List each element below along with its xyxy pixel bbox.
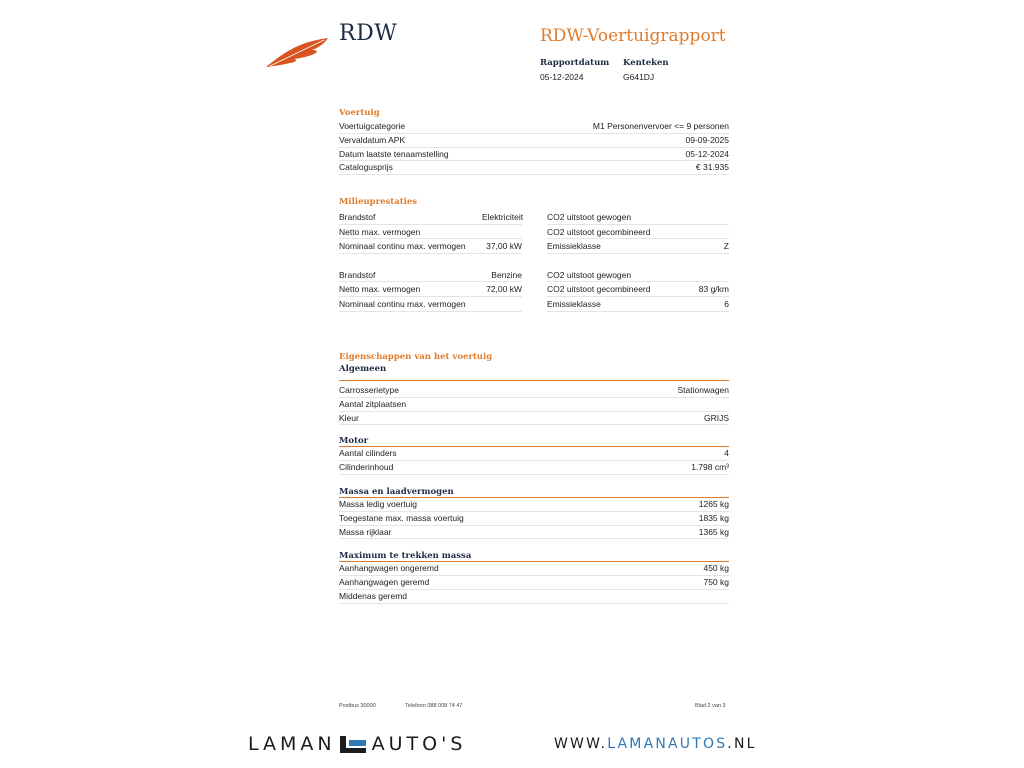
table-row: [339, 498, 729, 512]
row-value: € 31.935: [695, 162, 729, 173]
group-title: Maximum te trekken massa: [339, 551, 729, 562]
row-value: 750 kg: [703, 577, 729, 588]
row-value: 83 g/km: [669, 282, 729, 297]
row-label: Datum laatste tenaamstelling: [339, 148, 449, 159]
motor-group: [339, 436, 729, 475]
row-label: Netto max. vermogen: [339, 282, 482, 297]
table-row: [339, 268, 729, 283]
table-row: [339, 512, 729, 526]
rapportdatum-value: 05-12-2024: [540, 72, 584, 82]
row-value: 09-09-2025: [685, 134, 729, 145]
table-row: [339, 297, 729, 312]
row-label: Nominaal continu max. vermogen: [339, 239, 482, 254]
row-value: GRIJS: [703, 412, 729, 423]
row-value: [482, 297, 522, 312]
row-label: Massa rijklaar: [339, 526, 392, 537]
row-label: CO2 uitstoot gecombineerd: [547, 225, 669, 240]
rapportdatum-label: Rapportdatum: [540, 58, 610, 68]
website-prefix: WWW.: [554, 736, 608, 752]
footer-telefoon: Telefoon 088 008 74 47: [405, 703, 463, 709]
row-label: Nominaal continu max. vermogen: [339, 297, 482, 312]
table-row: [339, 161, 729, 175]
milieu-block-electric: [339, 210, 729, 254]
row-label: Netto max. vermogen: [339, 225, 482, 240]
milieu-block-benzine: [339, 268, 729, 312]
row-label: Vervaldatum APK: [339, 134, 406, 145]
row-label: Brandstof: [339, 210, 482, 225]
massa-group: [339, 487, 729, 539]
row-label: CO2 uitstoot gewogen: [547, 268, 669, 283]
table-row: [339, 120, 729, 134]
row-value: [669, 225, 729, 240]
row-label: Carrosserietype: [339, 385, 399, 395]
row-label: Emissieklasse: [547, 239, 669, 254]
row-value: Z: [669, 239, 729, 254]
row-value: Benzine: [482, 268, 522, 283]
row-label: Massa ledig voertuig: [339, 498, 417, 509]
table-row: [339, 384, 729, 398]
row-label: Emissieklasse: [547, 297, 669, 312]
row-value: [669, 268, 729, 283]
row-label: Catalogusprijs: [339, 162, 393, 173]
report-title: RDW-Voertuigrapport: [540, 26, 726, 46]
table-row: [339, 148, 729, 162]
table-row: [339, 447, 729, 461]
footer-page-number: Blad 2 van 3: [695, 703, 726, 709]
row-label: Middenas geremd: [339, 590, 408, 601]
table-row: [339, 210, 729, 225]
row-label: Toegestane max. massa voertuig: [339, 512, 464, 523]
row-label: CO2 uitstoot gewogen: [547, 210, 669, 225]
section-title: Eigenschappen van het voertuig: [339, 352, 493, 362]
row-label: Aanhangwagen geremd: [339, 577, 430, 588]
laman-logo-text-left: LAMAN: [248, 733, 336, 755]
kenteken-block: [623, 58, 669, 82]
row-value: 6: [669, 297, 729, 312]
row-value: 1265 kg: [698, 498, 729, 509]
website-link[interactable]: [554, 736, 757, 752]
row-label: Aantal cilinders: [339, 448, 397, 459]
footer-cutoff-line: [339, 716, 729, 721]
kenteken-value: G641DJ: [623, 72, 655, 82]
footer-postbus: Postbus 30000: [339, 703, 376, 709]
row-value: 1835 kg: [698, 512, 729, 523]
table-row: [339, 461, 729, 475]
section-title: Voertuig: [339, 108, 380, 118]
eigenschappen-section: [339, 352, 729, 604]
voertuig-section: [339, 108, 729, 175]
row-label: Cilinderinhoud: [339, 462, 394, 473]
website-tld: .NL: [727, 736, 757, 752]
row-value: 37,00 kW: [482, 239, 522, 254]
table-row: [339, 576, 729, 590]
group-title: Algemeen: [339, 364, 729, 381]
row-value: Elektriciteit: [482, 210, 522, 225]
row-value: [482, 225, 522, 240]
table-row: [339, 526, 729, 540]
table-row: [339, 412, 729, 426]
trekken-group: [339, 551, 729, 603]
laman-autos-logo: [248, 733, 466, 755]
laman-logo-mark-icon: [340, 736, 366, 753]
row-label: Kleur: [339, 412, 359, 423]
algemeen-group: [339, 364, 729, 425]
row-value: Stationwagen: [677, 385, 729, 395]
group-title: Massa en laadvermogen: [339, 487, 729, 498]
row-label: Brandstof: [339, 268, 482, 283]
row-label: Voertuigcategorie: [339, 121, 406, 131]
group-title: Motor: [339, 436, 729, 447]
rdw-feather-logo-icon: [266, 36, 330, 68]
row-value: [669, 210, 729, 225]
table-row: [339, 134, 729, 148]
table-row: [339, 239, 729, 254]
rapportdatum-block: [540, 58, 609, 82]
row-value: 1.798 cm³: [691, 462, 729, 473]
row-value: 05-12-2024: [685, 148, 729, 159]
table-row: [339, 590, 729, 604]
section-title: Milieuprestaties: [339, 197, 418, 207]
table-row: [339, 225, 729, 240]
row-value: 4: [724, 448, 729, 459]
milieu-section: [339, 197, 729, 312]
table-row: [339, 282, 729, 297]
row-value: 72,00 kW: [482, 282, 522, 297]
kenteken-label: Kenteken: [623, 58, 669, 68]
table-row: [339, 562, 729, 576]
row-label: Aanhangwagen ongeremd: [339, 563, 439, 574]
table-row: [339, 398, 729, 412]
row-label: Aantal zitplaatsen: [339, 398, 407, 409]
rdw-brand-text: RDW: [339, 21, 398, 46]
row-value: M1 Personenvervoer <= 9 personen: [592, 121, 729, 131]
row-value: 1365 kg: [698, 526, 729, 537]
website-domain: LAMANAUTOS: [607, 736, 728, 752]
row-value: 450 kg: [703, 563, 729, 574]
row-label: CO2 uitstoot gecombineerd: [547, 282, 669, 297]
laman-logo-text-right: AUTO'S: [371, 733, 467, 755]
